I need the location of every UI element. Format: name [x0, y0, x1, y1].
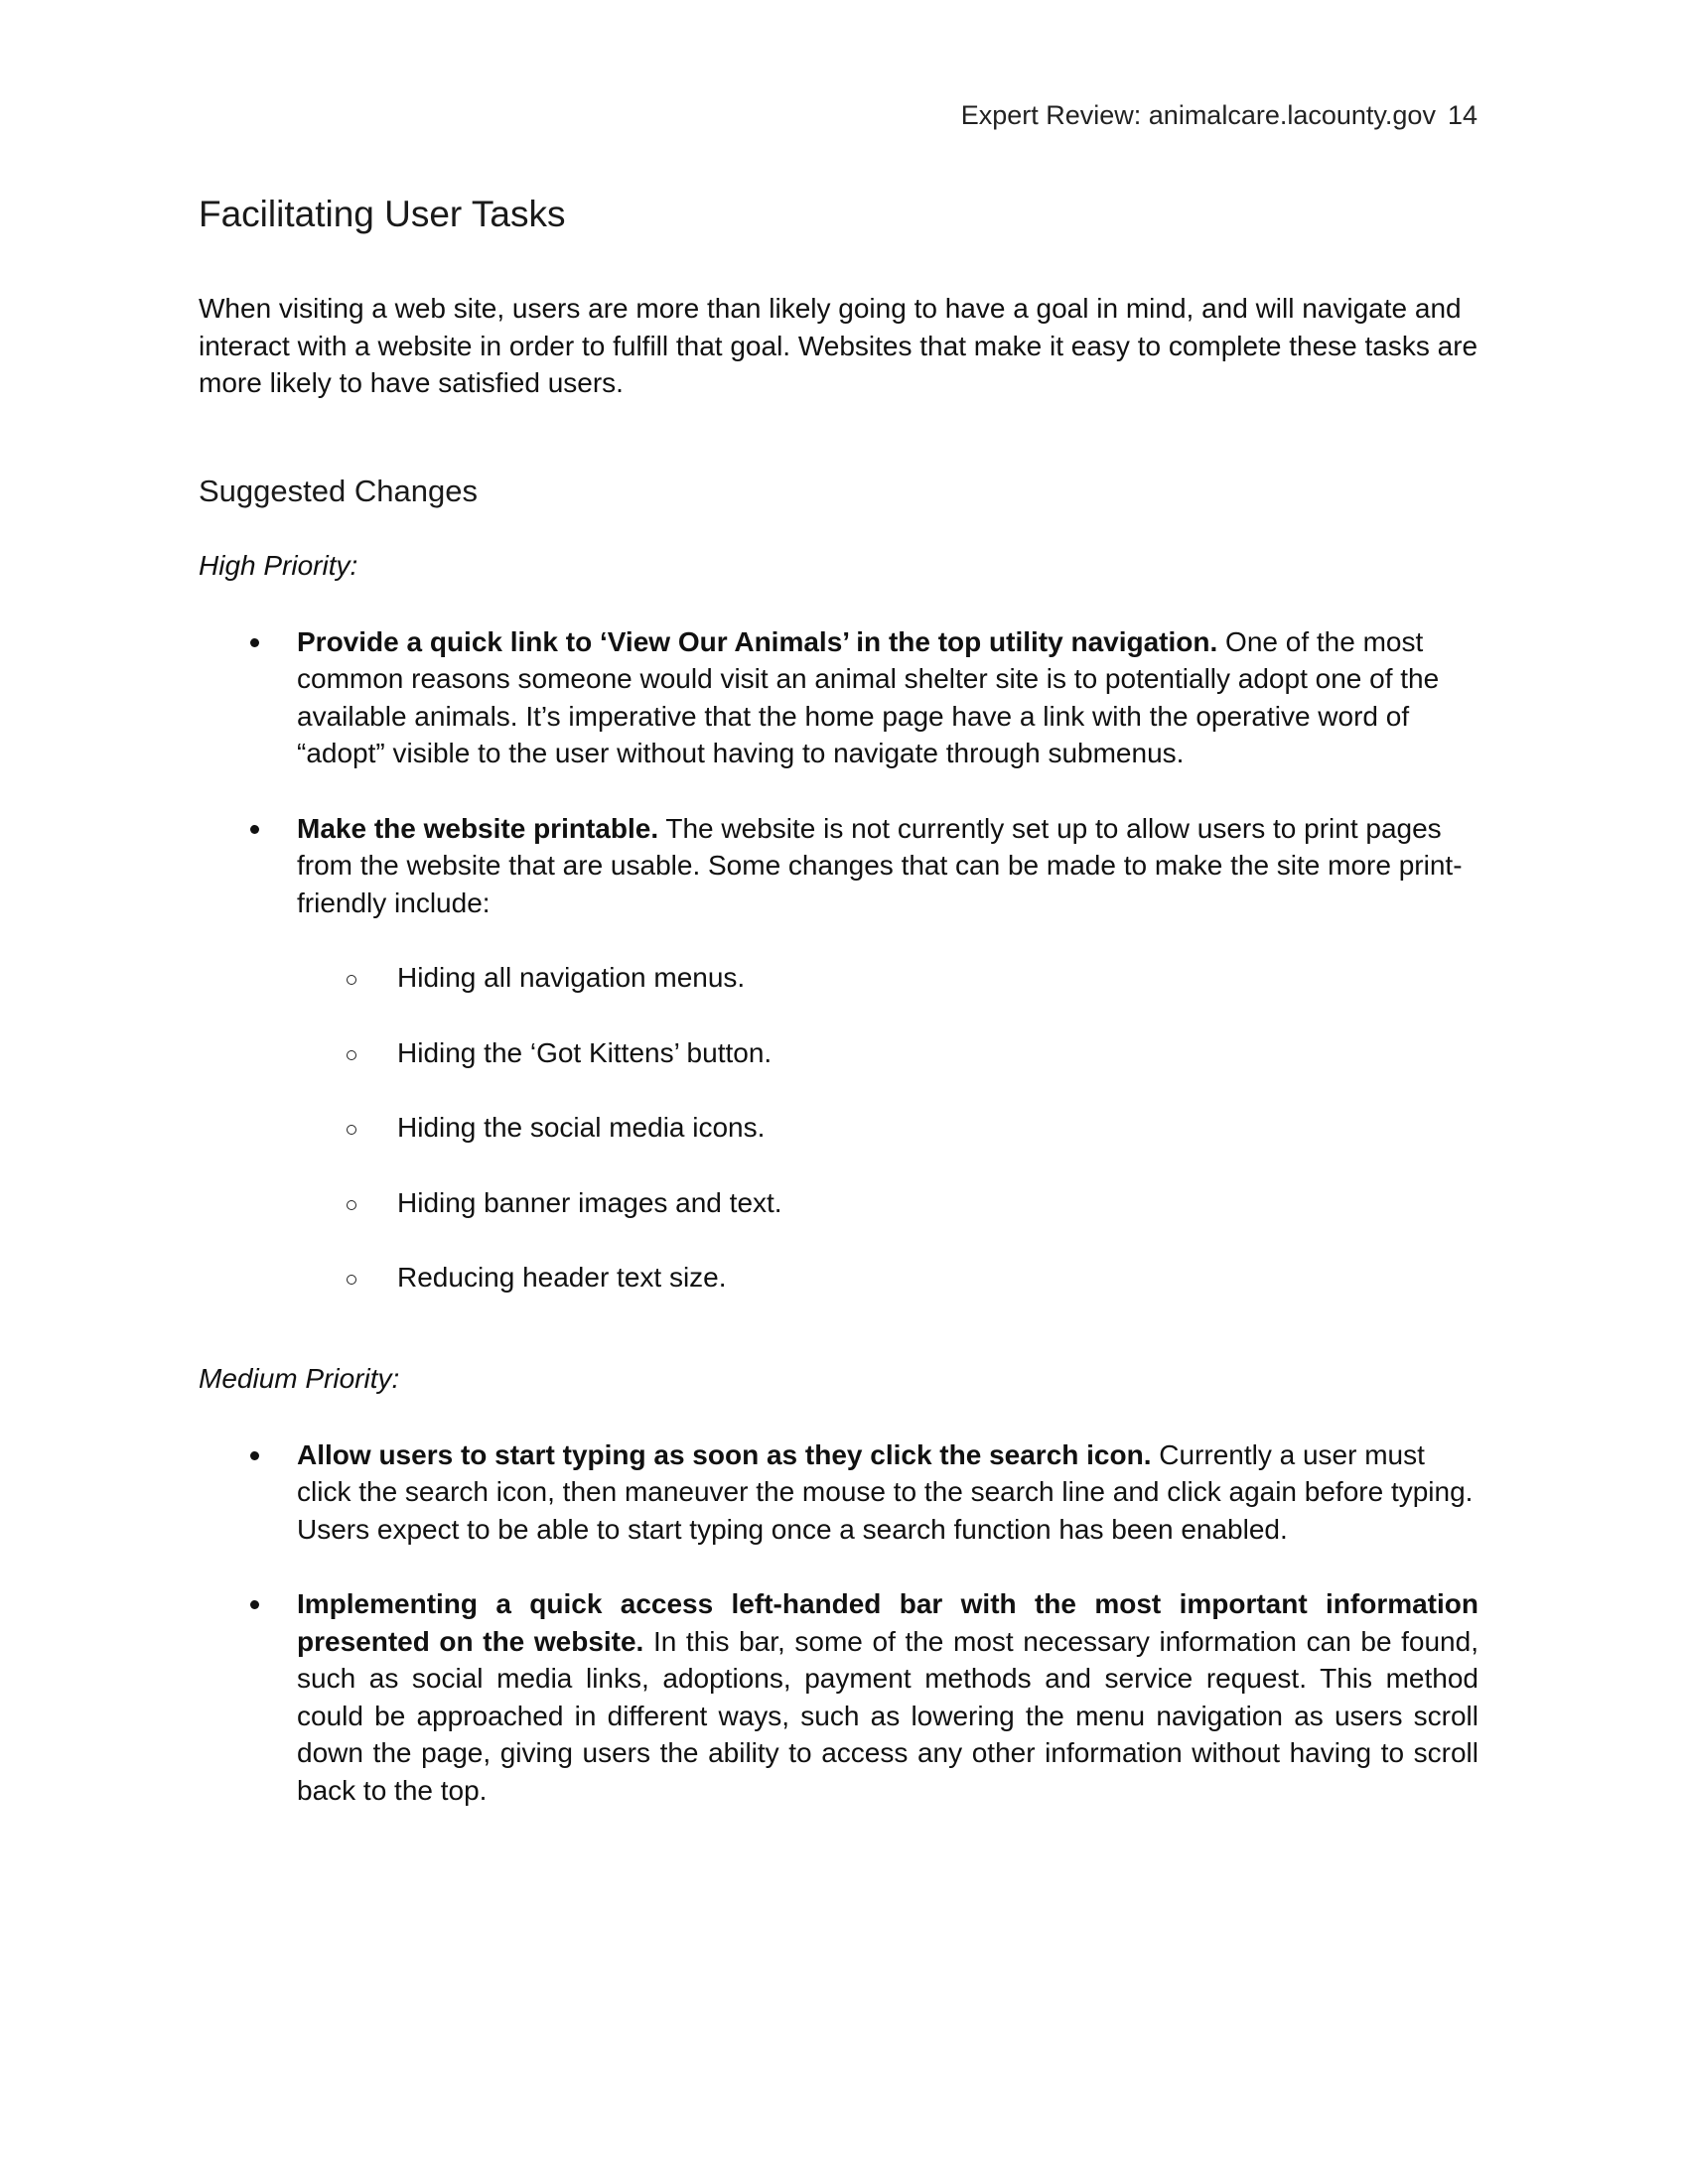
sub-list-item: Hiding the ‘Got Kittens’ button.	[297, 1034, 1486, 1072]
circle-bullet-icon	[347, 975, 356, 985]
high-priority-label: High Priority:	[199, 549, 358, 581]
item-lead: Implementing a quick access left-handed bar with the most important information presented on the website.	[297, 1588, 1478, 1657]
intro-paragraph: When visiting a web site, users are more than likely going to have a goal in mind, and will navigate and interact with a website in order to fulfill that goal. Websites that make it easy to complete these tasks are more likely to have satisfied users.	[199, 293, 1478, 398]
page-number: 14	[1447, 100, 1477, 130]
list-item	[199, 810, 1486, 1297]
bullet-icon	[250, 1600, 259, 1609]
circle-bullet-icon	[347, 1050, 356, 1060]
section-title: Facilitating User Tasks	[199, 194, 566, 234]
high-priority-list	[199, 623, 1489, 1297]
item-text: Currently a user must click the search icon, then maneuver the mouse to the search line and click again before typing. Users expect to be able to start typing once a search function has been enabled.	[297, 1438, 1474, 1545]
print-changes-list	[297, 959, 1486, 1297]
running-header	[961, 97, 1477, 133]
medium-priority-list	[199, 1436, 1489, 1810]
circle-bullet-icon	[347, 1275, 356, 1285]
list-item	[199, 623, 1486, 772]
sub-list-item: Hiding the social media icons.	[297, 1109, 1486, 1147]
running-header-title: Expert Review: animalcare.lacounty.gov	[960, 100, 1436, 130]
item-lead: Allow users to start typing as soon as they click the search icon.	[297, 1438, 1152, 1470]
medium-priority-label: Medium Priority:	[199, 1362, 400, 1394]
sub-list-item: Hiding all navigation menus.	[297, 959, 1486, 997]
sub-list-item: Hiding banner images and text.	[297, 1184, 1486, 1222]
item-text: One of the most common reasons someone would visit an animal shelter site is to potentially adopt one of the available animals. It’s imperative that the home page have a link with the operative word of “adopt” visible to the user without having to navigate through submenus.	[297, 625, 1440, 768]
item-text: In this bar, some of the most necessary information can be found, such as social media links, adoptions, payment methods and service request. This method could be approached in different ways, such as lowering the menu navigation as users scroll down the page, giving users the ability to access any other information without having to scroll back to the top.	[297, 1625, 1478, 1806]
bullet-icon	[250, 638, 259, 647]
sub-list-item: Reducing header text size.	[297, 1259, 1486, 1297]
circle-bullet-icon	[347, 1125, 356, 1135]
item-lead: Make the website printable.	[297, 812, 659, 844]
item-lead: Provide a quick link to ‘View Our Animals’ in the top utility navigation.	[297, 625, 1218, 657]
bullet-icon	[250, 825, 259, 834]
list-item	[199, 1585, 1478, 1809]
bullet-icon	[250, 1451, 259, 1460]
list-item	[199, 1436, 1486, 1549]
main-content	[199, 191, 1489, 1846]
circle-bullet-icon	[347, 1200, 356, 1210]
suggested-changes-heading: Suggested Changes	[199, 473, 478, 508]
item-text: The website is not currently set up to allow users to print pages from the website that are usable. Some changes that can be made to make the site more print-friendly include:	[297, 812, 1463, 918]
